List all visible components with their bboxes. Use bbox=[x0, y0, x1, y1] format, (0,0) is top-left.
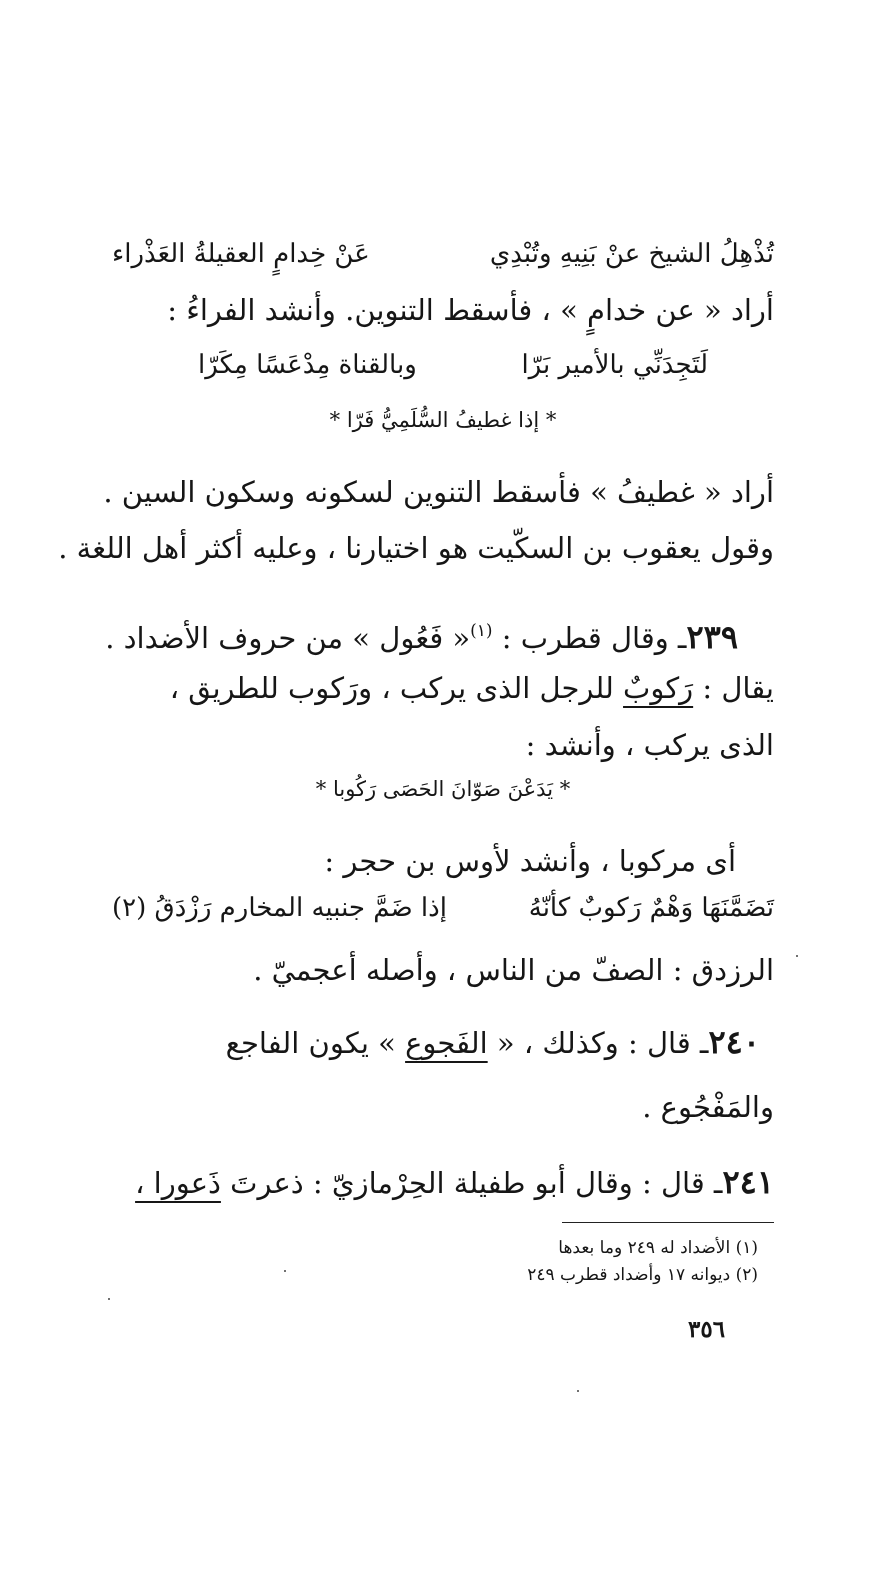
paragraph-line: أى مركوبا ، وأنشد لأوس بن حجر : bbox=[324, 844, 736, 878]
entry-text: » يكون الفاجع bbox=[225, 1026, 406, 1060]
underlined-word: الفَجوع bbox=[405, 1026, 488, 1060]
entry-number: ٢٤١ bbox=[722, 1163, 774, 1201]
underlined-word: رَكوبٌ bbox=[623, 671, 694, 705]
entry-240-heading bbox=[226, 1022, 760, 1063]
footnote-reference: (١) bbox=[470, 621, 493, 641]
entry-241-heading bbox=[135, 1162, 774, 1203]
scan-speck bbox=[284, 1270, 286, 1272]
verse-12-second-hemistich: إذا ضَمَّ جنبيه المخارم رَزْدَقُ (٢) bbox=[112, 893, 447, 923]
entry-text: « فَعُول » من حروف الأضداد . bbox=[105, 621, 471, 655]
entry-number: ٢٤٠ bbox=[708, 1023, 760, 1061]
entry-text: ـ قال : وكذلك ، « bbox=[487, 1026, 709, 1060]
footnote-separator bbox=[562, 1222, 774, 1223]
scan-speck bbox=[108, 1298, 110, 1300]
paragraph-line: والمَفْجُوع . bbox=[642, 1090, 774, 1124]
scan-speck bbox=[577, 1390, 579, 1392]
entry-239-heading bbox=[105, 611, 738, 658]
entry-text: ـ وقال قطرب : bbox=[492, 621, 687, 655]
page-number: ٣٥٦ bbox=[688, 1316, 726, 1343]
footnote-1: (١) الأضداد له ٢٤٩ وما بعدها bbox=[558, 1238, 758, 1258]
paragraph-line: وقول يعقوب بن السكّيت هو اختيارنا ، وعليه أكثر أهل اللغة . bbox=[58, 531, 774, 565]
paragraph-line bbox=[170, 668, 774, 708]
verse-12-first-hemistich: تَضَمَّنَهَا وَهْمٌ رَكوبٌ كأنّهُ bbox=[528, 893, 774, 923]
line-text: للرجل الذى يركب ، ورَكوب للطريق ، bbox=[169, 671, 624, 705]
paragraph-line: الرزدق : الصفّ من الناس ، وأصله أعجميّ . bbox=[253, 953, 774, 987]
footnote-2: (٢) ديوانه ١٧ وأضداد قطرب ٢٤٩ bbox=[527, 1265, 758, 1285]
paragraph-line: أراد « عن خدامٍ » ، فأسقط التنوين. وأنشد الفراءُ : bbox=[167, 293, 774, 327]
scan-speck bbox=[796, 955, 798, 957]
verse-10: * يَدَعْنَ صَوّانَ الحَصَى رَكُوبا * bbox=[315, 777, 571, 801]
verse-3-second-hemistich: وبالقناة مِدْعَسًا مِكَرّا bbox=[198, 350, 417, 380]
paragraph-line: أراد « غطيفُ » فأسقط التنوين لسكونه وسكون السين . bbox=[103, 475, 774, 509]
paragraph-line: الذى يركب ، وأنشد : bbox=[525, 728, 774, 762]
entry-number: ٢٣٩ bbox=[686, 618, 738, 656]
verse-1-first-hemistich: تُذْهِلُ الشيخ عنْ بَنِيهِ وتُبْدِي bbox=[489, 239, 774, 269]
line-text: يقال : bbox=[693, 671, 774, 705]
verse-1-second-hemistich: عَنْ خِدامٍ العقيلةُ العَذْراء bbox=[112, 239, 370, 269]
underlined-word: ذَعورا ، bbox=[135, 1166, 221, 1200]
entry-text: ـ قال : وقال أبو طفيلة الحِرْمازيّ : ذعرتَ bbox=[220, 1166, 723, 1200]
verse-3-first-hemistich: لَتَجِدَنِّي بالأمير بَرّا bbox=[521, 350, 708, 380]
verse-4: * إذا غطيفُ السُّلَمِيُّ فَرّا * bbox=[329, 408, 557, 432]
